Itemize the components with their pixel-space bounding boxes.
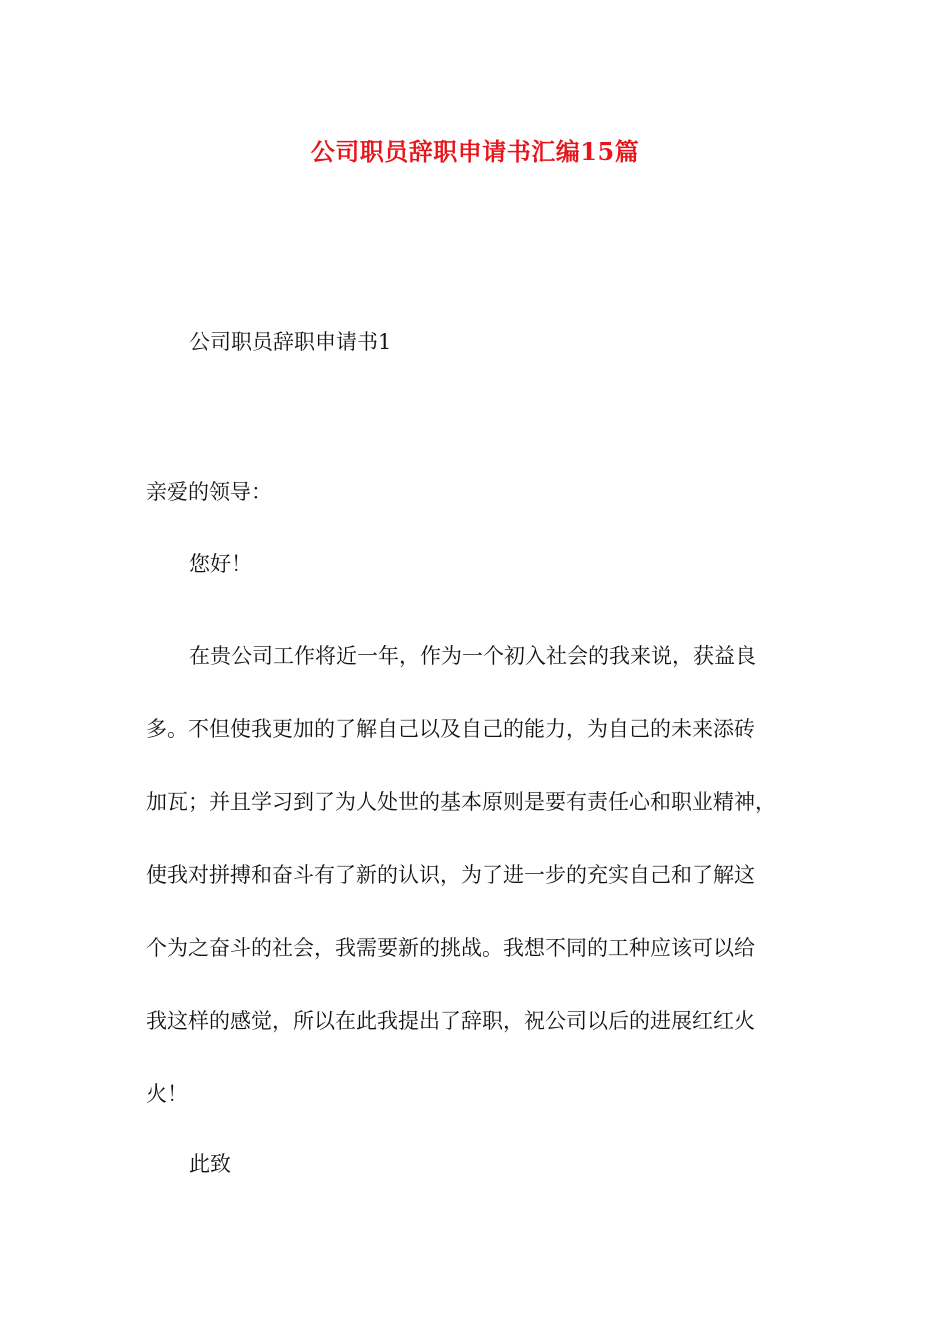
document-title: 公司职员辞职申请书汇编15篇 xyxy=(310,137,640,166)
closing-phrase: 此致 xyxy=(189,1152,231,1176)
body-line: 加瓦；并且学习到了为人处世的基本原则是要有责任心和职业精神， xyxy=(146,790,776,814)
section-heading: 公司职员辞职申请书1 xyxy=(189,330,392,354)
body-paragraph xyxy=(146,620,836,1131)
body-line: 我这样的感觉，所以在此我提出了辞职，祝公司以后的进展红红火 xyxy=(146,1009,755,1033)
body-line: 多。不但使我更加的了解自己以及自己的能力，为自己的未来添砖 xyxy=(146,717,755,741)
greeting: 您好！ xyxy=(189,552,252,576)
body-line: 火！ xyxy=(146,1082,188,1106)
body-line: 个为之奋斗的社会，我需要新的挑战。我想不同的工种应该可以给 xyxy=(146,936,755,960)
salutation: 亲爱的领导： xyxy=(146,480,272,504)
body-line: 在贵公司工作将近一年，作为一个初入社会的我来说，获益良 xyxy=(189,644,756,668)
body-line: 使我对拼搏和奋斗有了新的认识，为了进一步的充实自己和了解这 xyxy=(146,863,755,887)
